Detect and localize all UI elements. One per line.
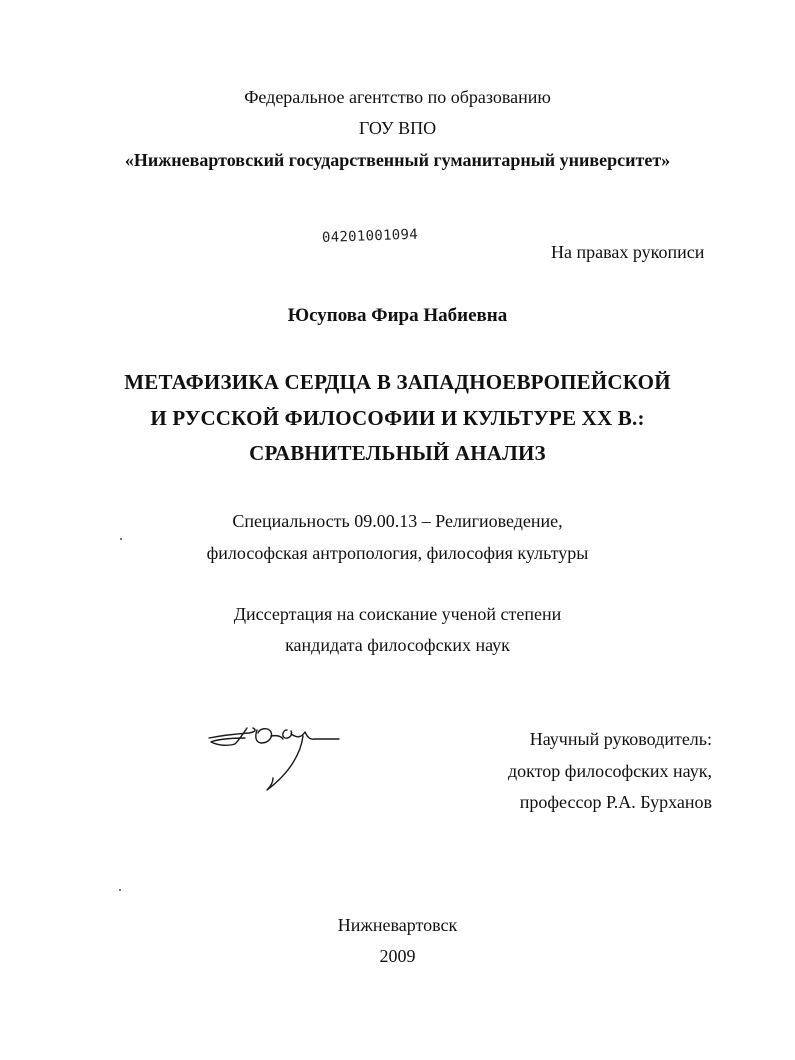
title-line-2: И РУССКОЙ ФИЛОСОФИИ И КУЛЬТУРЕ XX В.: [150, 406, 645, 430]
city: Нижневартовск [337, 915, 458, 935]
degree-line-1: Диссертация на соискание ученой степени [233, 604, 562, 624]
archive-stamp-code: 04201001094 [321, 226, 419, 246]
supervisor-degree: доктор философских наук, [508, 761, 712, 781]
manuscript-note: На правах рукописи [551, 242, 705, 262]
specialty-line-2: философская антропология, философия культуры [206, 543, 589, 563]
institution-type: ГОУ ВПО [358, 118, 437, 138]
specialty-line-1: Специальность 09.00.13 – Религиоведение, [232, 511, 563, 531]
author-signature [205, 716, 345, 796]
university-name: «Нижневартовский государственный гуманитарный университет» [124, 150, 671, 170]
scan-speck [119, 889, 121, 891]
author-name: Юсупова Фира Набиевна [287, 305, 508, 326]
scan-speck [120, 538, 122, 540]
title-line-3: СРАВНИТЕЛЬНЫЙ АНАЛИЗ [249, 441, 546, 465]
title-line-1: МЕТАФИЗИКА СЕРДЦА В ЗАПАДНОЕВРОПЕЙСКОЙ [124, 370, 671, 394]
supervisor-title: Научный руководитель: [529, 729, 712, 749]
year: 2009 [379, 946, 416, 966]
agency-name: Федеральное агентство по образованию [244, 87, 551, 107]
degree-line-2: кандидата философских наук [285, 635, 510, 655]
supervisor-name: профессор Р.А. Бурханов [519, 792, 712, 812]
